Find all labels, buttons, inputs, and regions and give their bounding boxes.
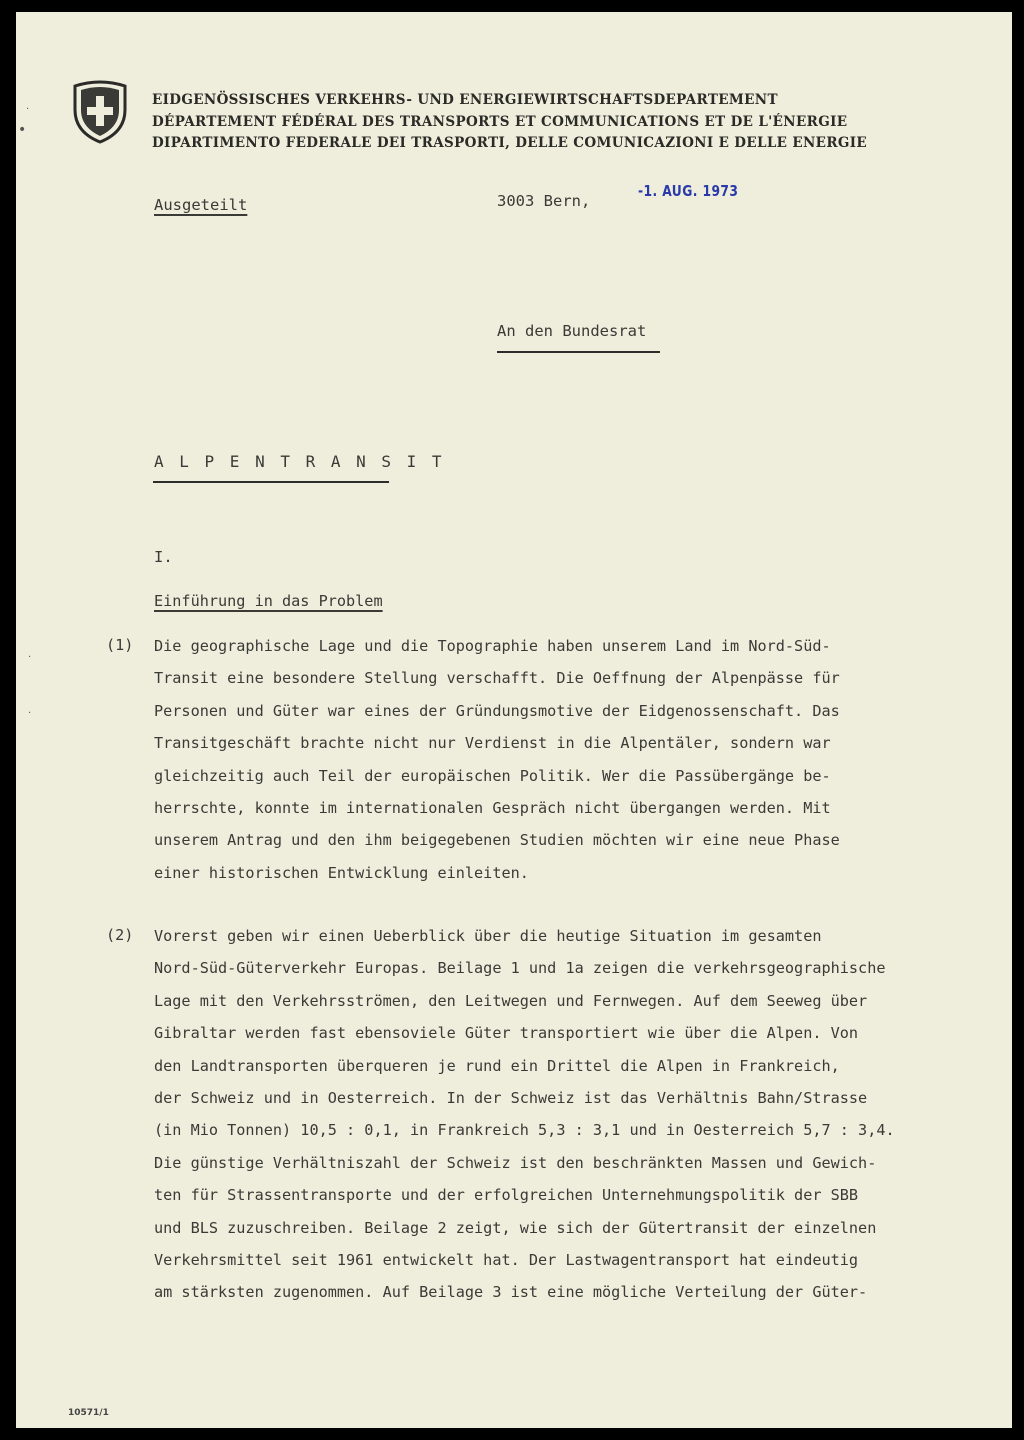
margin-mark: · bbox=[26, 104, 30, 115]
document-reference-code: 10571/1 bbox=[68, 1408, 109, 1418]
paragraph-line: Lage mit den Verkehrsströmen, den Leitwegen und Fernwegen. Auf dem Seeweg über bbox=[154, 991, 868, 1010]
place-label: 3003 Bern, bbox=[497, 192, 591, 210]
paragraph-line: einer historischen Entwicklung einleiten. bbox=[154, 863, 529, 882]
letterhead-german: EIDGENÖSSISCHES VERKEHRS- UND ENERGIEWIRTSCHAFTSDEPARTEMENT bbox=[152, 92, 778, 108]
paragraph-line: den Landtransporten überqueren je rund ein Drittel die Alpen in Frankreich, bbox=[154, 1056, 840, 1075]
paragraph-1 bbox=[154, 630, 984, 889]
paragraph-line: Personen und Güter war eines der Gründungsmotive der Eidgenossenschaft. Das bbox=[154, 701, 840, 720]
margin-mark: · bbox=[28, 652, 32, 663]
paragraph-line: (in Mio Tonnen) 10,5 : 0,1, in Frankreich 5,3 : 3,1 und in Oesterreich 5,7 : 3,4. bbox=[154, 1121, 895, 1140]
paragraph-line: Transitgeschäft brachte nicht nur Verdienst in die Alpentäler, sondern war bbox=[154, 734, 831, 753]
distribution-status: Ausgeteilt bbox=[154, 196, 248, 214]
margin-mark: · bbox=[28, 708, 32, 719]
paragraph-line: ten für Strassentransporte und der erfolgreichen Unternehmungspolitik der SBB bbox=[154, 1186, 859, 1205]
swiss-federal-crest-icon bbox=[71, 80, 129, 144]
paragraph-line: am stärksten zugenommen. Auf Beilage 3 ist eine mögliche Verteilung der Güter- bbox=[154, 1283, 868, 1302]
paragraph-line: und BLS zuzuschreiben. Beilage 2 zeigt, wie sich der Gütertransit der einzelnen bbox=[154, 1218, 877, 1237]
document-page bbox=[16, 12, 1012, 1428]
paragraph-line: herrschte, konnte im internationalen Gespräch nicht übergangen werden. Mit bbox=[154, 799, 831, 818]
document-title: A L P E N T R A N S I T bbox=[154, 452, 445, 471]
paragraph-2-number: (2) bbox=[106, 926, 134, 944]
letterhead-italian: DIPARTIMENTO FEDERALE DEI TRASPORTI, DELLE COMUNICAZIONI E DELLE ENERGIE bbox=[152, 135, 868, 151]
paragraph-line: Die günstige Verhältniszahl der Schweiz ist den beschränkten Massen und Gewich- bbox=[154, 1153, 877, 1172]
paragraph-line: Vorerst geben wir einen Ueberblick über die heutige Situation im gesamten bbox=[154, 927, 822, 945]
department-letterhead bbox=[152, 90, 867, 155]
addressee: An den Bundesrat bbox=[497, 322, 647, 340]
date-stamp: -1. AUG. 1973 bbox=[638, 182, 739, 200]
paragraph-line: der Schweiz und in Oesterreich. In der Schweiz ist das Verhältnis Bahn/Strasse bbox=[154, 1089, 868, 1108]
paragraph-2 bbox=[154, 920, 984, 1309]
letterhead-french: DÉPARTEMENT FÉDÉRAL DES TRANSPORTS ET COMMUNICATIONS ET DE L'ÉNERGIE bbox=[152, 113, 848, 130]
title-underline bbox=[153, 481, 389, 483]
paragraph-line: Gibraltar werden fast ebensoviele Güter transportiert wie über die Alpen. Von bbox=[154, 1024, 859, 1043]
addressee-underline bbox=[497, 351, 660, 353]
margin-mark: • bbox=[18, 122, 27, 138]
paragraph-line: Transit eine besondere Stellung verschafft. Die Oeffnung der Alpenpässe für bbox=[154, 669, 840, 688]
paragraph-line: Nord-Süd-Güterverkehr Europas. Beilage 1 und 1a zeigen die verkehrsgeographische bbox=[154, 959, 886, 978]
section-number: I. bbox=[154, 548, 173, 566]
paragraph-line: Die geographische Lage und die Topographie haben unserem Land im Nord-Süd- bbox=[154, 637, 831, 655]
section-heading: Einführung in das Problem bbox=[154, 592, 383, 610]
paragraph-line: Verkehrsmittel seit 1961 entwickelt hat. Der Lastwagentransport hat eindeutig bbox=[154, 1251, 859, 1270]
paragraph-1-number: (1) bbox=[106, 636, 134, 654]
paragraph-line: unserem Antrag und den ihm beigegebenen Studien möchten wir eine neue Phase bbox=[154, 831, 840, 850]
paragraph-line: gleichzeitig auch Teil der europäischen Politik. Wer die Passübergänge be- bbox=[154, 766, 831, 785]
